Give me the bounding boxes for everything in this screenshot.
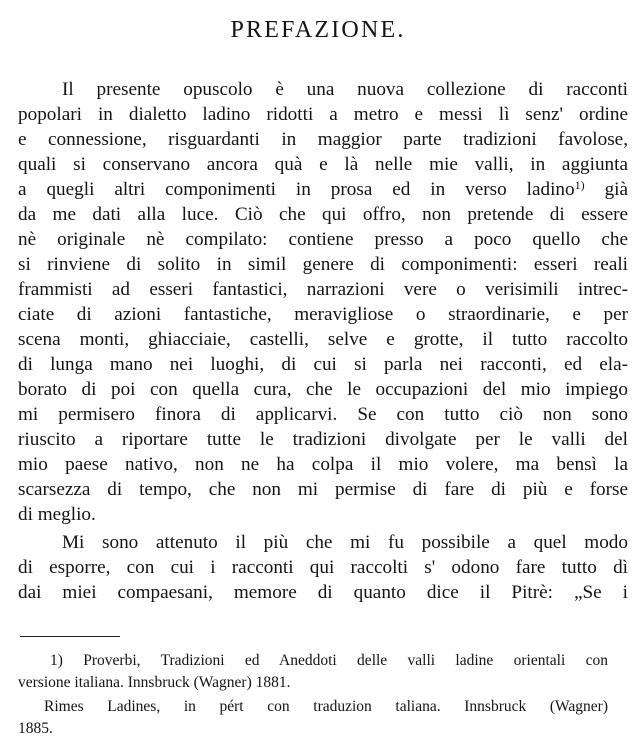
text-line: scarsezza di tempo, che non mi permise di fare di più e forse [18,479,628,500]
text-line: mi permisero finora di applicarvi. Se con tutto ciò non sono [18,404,628,425]
text-line: quali si conservano ancora quà e là nelle mie valli, in aggiunta [18,154,628,175]
text-line: di lunga mano nei luoghi, di cui si parla nei racconti, ed ela- [18,354,628,375]
text-line: scena monti, ghiacciaie, castelli, selve e grotte, il tutto raccolto [18,329,628,350]
text-line: si rinviene di solito in simil genere di componimenti: esseri reali [18,254,628,275]
text-line: e connessione, risguardanti in maggior parte tradizioni favolose, [18,129,628,150]
text-line: Mi sono attenuto il più che mi fu possibile a quel modo [62,532,628,553]
text-line: di esporre, con cui i racconti qui raccolti s' odono fare tutto dì [18,557,628,578]
text-segment: a quegli altri componimenti in prosa ed in verso ladino [18,179,575,200]
footnote-divider [20,636,120,637]
footnote-line: versione italiana. Innsbruck (Wagner) 1881. [18,674,291,691]
text-line: frammisti ad esseri fantastici, narrazioni vere o verisimili intrec- [18,279,628,300]
text-line: riuscito a riportare tutte le tradizioni divolgate per le valli del [18,429,628,450]
text-line: da me dati alla luce. Ciò che qui offro, non pretende di essere [18,204,628,225]
text-line: mio paese nativo, non ne ha colpa il mio volere, ma bensì la [18,454,628,475]
text-line: Il presente opuscolo è una nuova collezione di racconti [62,79,628,100]
page-title: PREFAZIONE. [230,17,406,43]
text-line: dai miei compaesani, memore di quanto dice il Pitrè: „Se i [18,582,628,603]
text-line: di meglio. [18,504,96,525]
footnote-line: Rimes Ladines, in pért con traduzion taliana. Innsbruck (Wagner) [44,698,608,715]
text-line [18,178,628,202]
text-line: borato di poi con quella cura, che le occupazioni del mio impiego [18,379,628,400]
text-segment: già [604,179,629,200]
text-line: ciate di azioni fantastiche, meravigliose o straordinarie, e per [18,304,628,325]
footnote-line: 1) Proverbi, Tradizioni ed Aneddoti delle valli ladine orientali con [50,652,608,669]
footnote-line: 1885. [18,720,53,737]
footnote-marker: 1) [574,178,585,192]
text-line: nè originale nè compilato: contiene presso a poco quello che [18,229,628,250]
text-line: popolari in dialetto ladino ridotti a metro e messi lì senz' ordine [18,104,628,125]
